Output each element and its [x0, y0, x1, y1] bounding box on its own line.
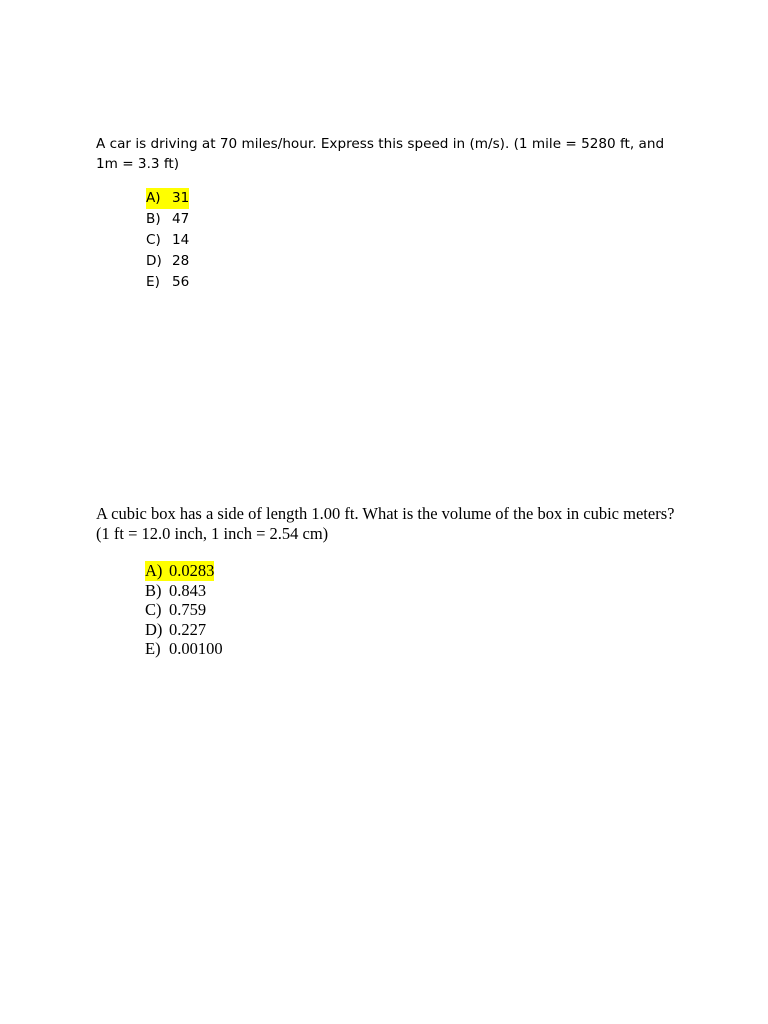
question-1-prompt: A car is driving at 70 miles/hour. Express this speed in (m/s). (1 mile = 5280 ft, and 1m = 3.3 ft) [96, 136, 665, 172]
option-c [145, 600, 686, 620]
option-value: 0.227 [169, 619, 207, 639]
option-e [145, 639, 686, 659]
option-letter: E) [145, 639, 161, 658]
question-1-options [146, 188, 686, 293]
option-value: 14 [172, 232, 190, 248]
option-value: 47 [172, 211, 190, 227]
question-2-options [145, 561, 686, 659]
option-letter: B) [145, 580, 162, 600]
option-letter: B) [146, 211, 161, 227]
option-letter: D) [146, 253, 162, 269]
question-2-prompt: A cubic box has a side of length 1.00 ft. What is the volume of the box in cubic meters? (1 ft = 12.0 inch, 1 inch = 2.54 cm) [96, 504, 675, 543]
option-d [146, 251, 686, 272]
question-1 [96, 134, 686, 293]
question-2 [96, 504, 686, 659]
option-a [146, 188, 686, 209]
highlighted-answer [145, 561, 214, 581]
option-a [145, 561, 686, 581]
option-value: 56 [172, 274, 190, 290]
option-value: 0.843 [169, 580, 207, 600]
option-b [146, 209, 686, 230]
option-value: 28 [172, 253, 190, 269]
option-d [145, 620, 686, 640]
option-c [146, 230, 686, 251]
option-letter: E) [146, 274, 160, 290]
option-letter: A) [146, 190, 161, 206]
option-b [145, 581, 686, 601]
option-value: 0.759 [169, 600, 207, 619]
option-letter: C) [145, 600, 162, 619]
option-value: 0.0283 [169, 561, 215, 580]
highlighted-answer [146, 188, 189, 209]
option-value: 0.00100 [169, 639, 223, 658]
option-e [146, 272, 686, 293]
option-letter: D) [145, 619, 163, 639]
option-value: 31 [172, 190, 190, 206]
option-letter: A) [145, 561, 163, 580]
option-letter: C) [146, 232, 161, 248]
